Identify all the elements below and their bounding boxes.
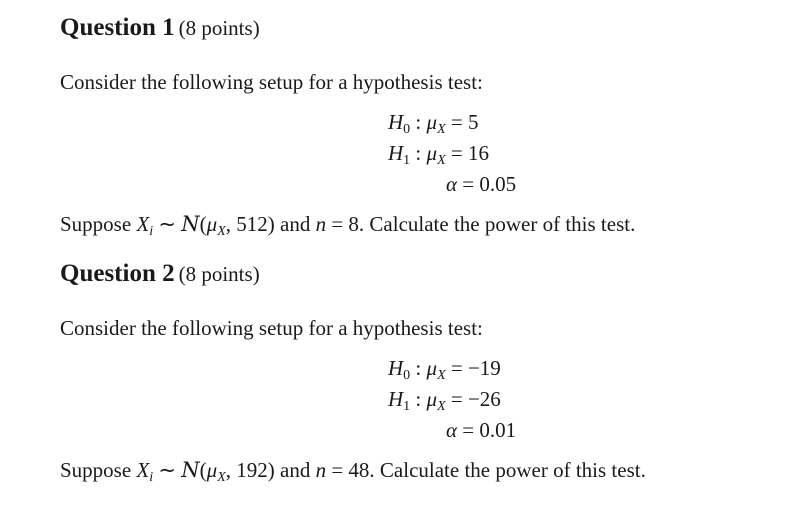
question-2-n: 48 <box>348 458 370 482</box>
question-1-alpha: α = 0.05 <box>446 172 517 196</box>
question-2-h0: $H_0$ : $\mu_X = -19$ <box>388 356 501 383</box>
question-2-title: Question 2 <box>60 260 175 287</box>
question-2-alpha: α = 0.01 <box>446 418 517 442</box>
question-2-alpha-value: 0.01 <box>479 418 517 442</box>
question-2-h0-value: −19 <box>467 356 501 380</box>
question-1-h1-value: 16 <box>467 141 489 165</box>
question-2-statement: Suppose $X_i$ ∼ $N(\mu_X$, 192) and n = 48. Calculate the power of this test. <box>60 458 646 485</box>
question-2-h1-value: −26 <box>467 387 501 411</box>
question-1-title: Question 1 <box>60 14 175 41</box>
question-1-variance: 512 <box>236 212 268 236</box>
question-1-h1: $H_1$ : $\mu_X = 16$ <box>388 141 489 168</box>
question-1-h0: $H_0$ : $\mu_X = 5$ <box>388 110 479 137</box>
question-1-points: (8 points) <box>178 16 260 40</box>
question-1-n: 8 <box>348 212 359 236</box>
question-1-alpha-value: 0.05 <box>479 172 517 196</box>
question-2-h1: $H_1$ : $\mu_X = -26$ <box>388 387 501 414</box>
question-2-variance: 192 <box>236 458 268 482</box>
question-2-intro: Consider the following setup for a hypothesis test: <box>60 316 483 340</box>
question-2-heading <box>60 260 260 288</box>
question-1-intro: Consider the following setup for a hypothesis test: <box>60 70 483 94</box>
question-1-h0-value: 5 <box>467 110 479 134</box>
question-1-heading <box>60 14 260 42</box>
question-1-statement: Suppose $X_i$ ∼ $N(\mu_X$, 512) and n = 8. Calculate the power of this test. <box>60 212 636 239</box>
question-2-points: (8 points) <box>178 262 260 286</box>
question-1-ending: Calculate the power of this test. <box>369 212 636 236</box>
question-2-ending: Calculate the power of this test. <box>379 458 646 482</box>
